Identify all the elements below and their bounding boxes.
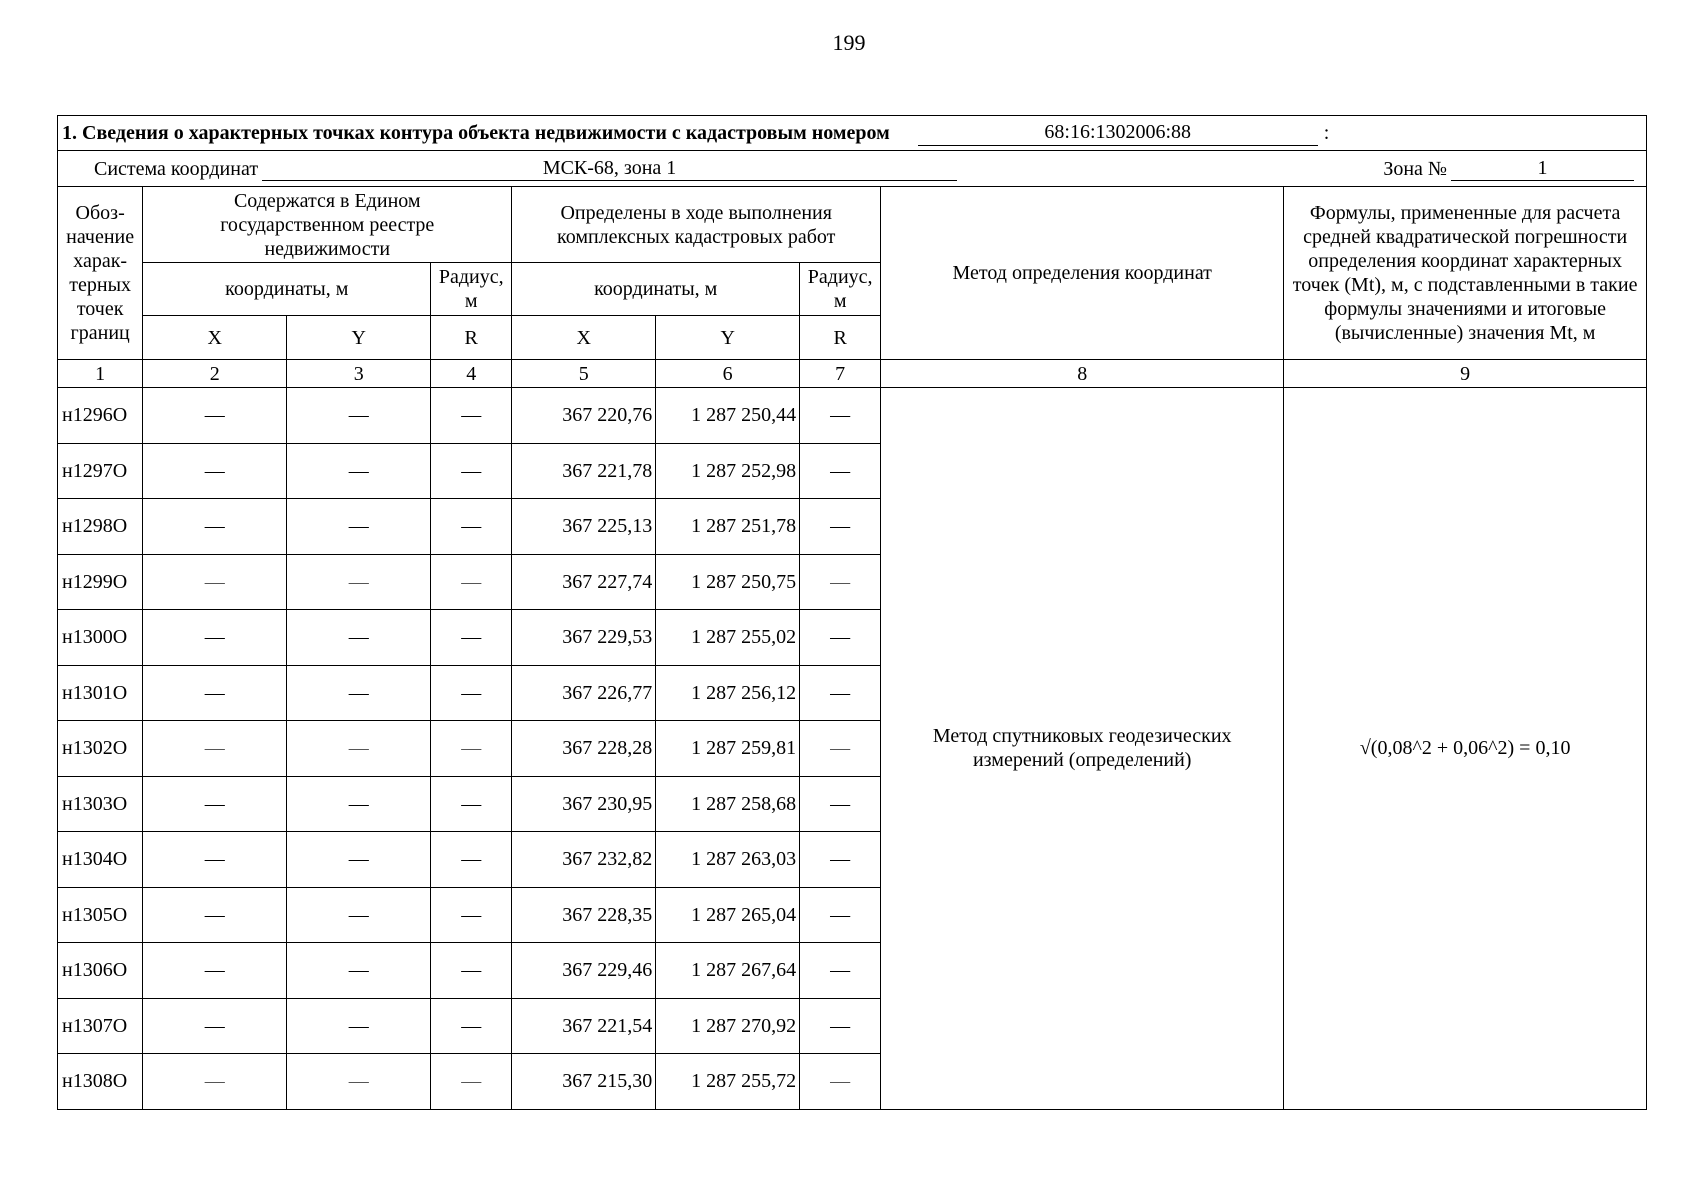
ckr-r-value: — (800, 721, 881, 777)
ckr-r-value: — (800, 998, 881, 1054)
section-title-row (58, 116, 1647, 151)
column-number: 8 (881, 360, 1284, 388)
point-designation: н1308О (58, 1054, 143, 1110)
column-number: 5 (512, 360, 656, 388)
ckr-y-value: 1 287 263,03 (656, 832, 800, 888)
column-number: 4 (431, 360, 512, 388)
point-designation: н1306О (58, 943, 143, 999)
egrn-x-value: — (143, 610, 287, 666)
egrn-y-value: — (287, 887, 431, 943)
point-designation: н1296О (58, 388, 143, 444)
ckr-y-value: 1 287 255,72 (656, 1054, 800, 1110)
ckr-x-value: 367 232,82 (512, 832, 656, 888)
column-number: 3 (287, 360, 431, 388)
egrn-x-value: — (143, 554, 287, 610)
egrn-y-value: — (287, 499, 431, 555)
egrn-r-value: — (431, 554, 512, 610)
egrn-y-value: — (287, 554, 431, 610)
ckr-y-header: Y (656, 316, 800, 360)
egrn-r-header: R (431, 316, 512, 360)
ckr-x-value: 367 227,74 (512, 554, 656, 610)
ckr-r-value: — (800, 610, 881, 666)
title-colon: : (1323, 122, 1330, 144)
column-number: 1 (58, 360, 143, 388)
egrn-x-value: — (143, 1054, 287, 1110)
point-designation: н1302О (58, 721, 143, 777)
ckr-r-value: — (800, 1054, 881, 1110)
page-number: 199 (832, 30, 866, 55)
coordinate-system-row (58, 151, 1647, 187)
ckr-r-value: — (800, 443, 881, 499)
egrn-x-value: — (143, 721, 287, 777)
egrn-r-value: — (431, 832, 512, 888)
ckr-y-value: 1 287 265,04 (656, 887, 800, 943)
egrn-y-value: — (287, 443, 431, 499)
ckr-group-header: Определены в ходе выполнения комплексных кадастровых работ (512, 187, 881, 263)
ckr-r-header: R (800, 316, 881, 360)
egrn-r-value: — (431, 887, 512, 943)
characteristic-points-table (57, 115, 1647, 1110)
egrn-x-value: — (143, 388, 287, 444)
egrn-x-header: X (143, 316, 287, 360)
ckr-x-header: X (512, 316, 656, 360)
point-designation: н1300О (58, 610, 143, 666)
egrn-y-value: — (287, 998, 431, 1054)
point-designation: н1297О (58, 443, 143, 499)
section-title: 1. Сведения о характерных точках контура объекта недвижимости с кадастровым номером (62, 122, 890, 144)
cadastral-number: 68:16:1302006:88 (918, 120, 1318, 146)
ckr-y-value: 1 287 250,44 (656, 388, 800, 444)
egrn-x-value: — (143, 665, 287, 721)
ckr-x-value: 367 221,78 (512, 443, 656, 499)
ckr-x-value: 367 230,95 (512, 776, 656, 832)
ckr-y-value: 1 287 258,68 (656, 776, 800, 832)
egrn-r-value: — (431, 443, 512, 499)
column-number: 6 (656, 360, 800, 388)
point-designation: н1299О (58, 554, 143, 610)
point-designation: н1298О (58, 499, 143, 555)
point-designation: н1303О (58, 776, 143, 832)
egrn-y-value: — (287, 1054, 431, 1110)
egrn-coords-header: координаты, м (143, 263, 431, 316)
egrn-r-value: — (431, 665, 512, 721)
ckr-coords-header: координаты, м (512, 263, 800, 316)
point-designation: н1304О (58, 832, 143, 888)
column-number: 9 (1284, 360, 1647, 388)
coord-system-label: Система координат (94, 158, 259, 180)
table-row (58, 388, 1647, 444)
ckr-y-value: 1 287 270,92 (656, 998, 800, 1054)
method-value: Метод спутниковых геодезических измерений (определений) (881, 388, 1284, 1110)
ckr-x-value: 367 229,46 (512, 943, 656, 999)
egrn-x-value: — (143, 443, 287, 499)
ckr-r-value: — (800, 388, 881, 444)
egrn-r-value: — (431, 943, 512, 999)
ckr-r-value: — (800, 554, 881, 610)
designation-header: Обоз-начение харак-терных точек границ (58, 187, 143, 360)
point-designation: н1301О (58, 665, 143, 721)
coord-system-value: МСК-68, зона 1 (262, 156, 957, 181)
egrn-y-value: — (287, 776, 431, 832)
egrn-r-value: — (431, 388, 512, 444)
egrn-x-value: — (143, 499, 287, 555)
egrn-y-value: — (287, 610, 431, 666)
zone-value: 1 (1451, 156, 1634, 181)
egrn-y-value: — (287, 665, 431, 721)
column-number-row (58, 360, 1647, 388)
egrn-x-value: — (143, 998, 287, 1054)
ckr-r-value: — (800, 499, 881, 555)
ckr-r-value: — (800, 943, 881, 999)
egrn-r-value: — (431, 1054, 512, 1110)
egrn-x-value: — (143, 776, 287, 832)
ckr-r-value: — (800, 832, 881, 888)
ckr-x-value: 367 215,30 (512, 1054, 656, 1110)
egrn-x-value: — (143, 832, 287, 888)
ckr-y-value: 1 287 267,64 (656, 943, 800, 999)
zone-label: Зона № (1383, 158, 1447, 180)
egrn-group-header: Содержатся в Едином государственном реестре недвижимости (143, 187, 512, 263)
egrn-y-value: — (287, 943, 431, 999)
ckr-y-value: 1 287 251,78 (656, 499, 800, 555)
egrn-r-value: — (431, 776, 512, 832)
ckr-r-value: — (800, 665, 881, 721)
ckr-x-value: 367 221,54 (512, 998, 656, 1054)
ckr-x-value: 367 220,76 (512, 388, 656, 444)
ckr-r-value: — (800, 887, 881, 943)
egrn-r-value: — (431, 610, 512, 666)
method-header: Метод определения координат (881, 187, 1284, 360)
ckr-radius-header: Радиус, м (800, 263, 881, 316)
ckr-y-value: 1 287 250,75 (656, 554, 800, 610)
egrn-r-value: — (431, 721, 512, 777)
ckr-x-value: 367 229,53 (512, 610, 656, 666)
ckr-y-value: 1 287 255,02 (656, 610, 800, 666)
egrn-y-value: — (287, 832, 431, 888)
egrn-y-header: Y (287, 316, 431, 360)
formula-value: √(0,08^2 + 0,06^2) = 0,10 (1284, 388, 1647, 1110)
egrn-radius-header: Радиус, м (431, 263, 512, 316)
egrn-y-value: — (287, 721, 431, 777)
ckr-r-value: — (800, 776, 881, 832)
egrn-r-value: — (431, 998, 512, 1054)
egrn-x-value: — (143, 943, 287, 999)
ckr-x-value: 367 228,28 (512, 721, 656, 777)
ckr-y-value: 1 287 252,98 (656, 443, 800, 499)
formula-header: Формулы, примененные для расчета средней квадратической погрешности определения координат характерных точек (Mt), м, с подставленными в такие формулы значениями и итоговые (вычисленные) значения Mt, м (1284, 187, 1647, 360)
egrn-y-value: — (287, 388, 431, 444)
ckr-y-value: 1 287 256,12 (656, 665, 800, 721)
ckr-x-value: 367 226,77 (512, 665, 656, 721)
point-designation: н1307О (58, 998, 143, 1054)
egrn-r-value: — (431, 499, 512, 555)
column-number: 2 (143, 360, 287, 388)
ckr-x-value: 367 228,35 (512, 887, 656, 943)
ckr-x-value: 367 225,13 (512, 499, 656, 555)
column-number: 7 (800, 360, 881, 388)
egrn-x-value: — (143, 887, 287, 943)
point-designation: н1305О (58, 887, 143, 943)
ckr-y-value: 1 287 259,81 (656, 721, 800, 777)
